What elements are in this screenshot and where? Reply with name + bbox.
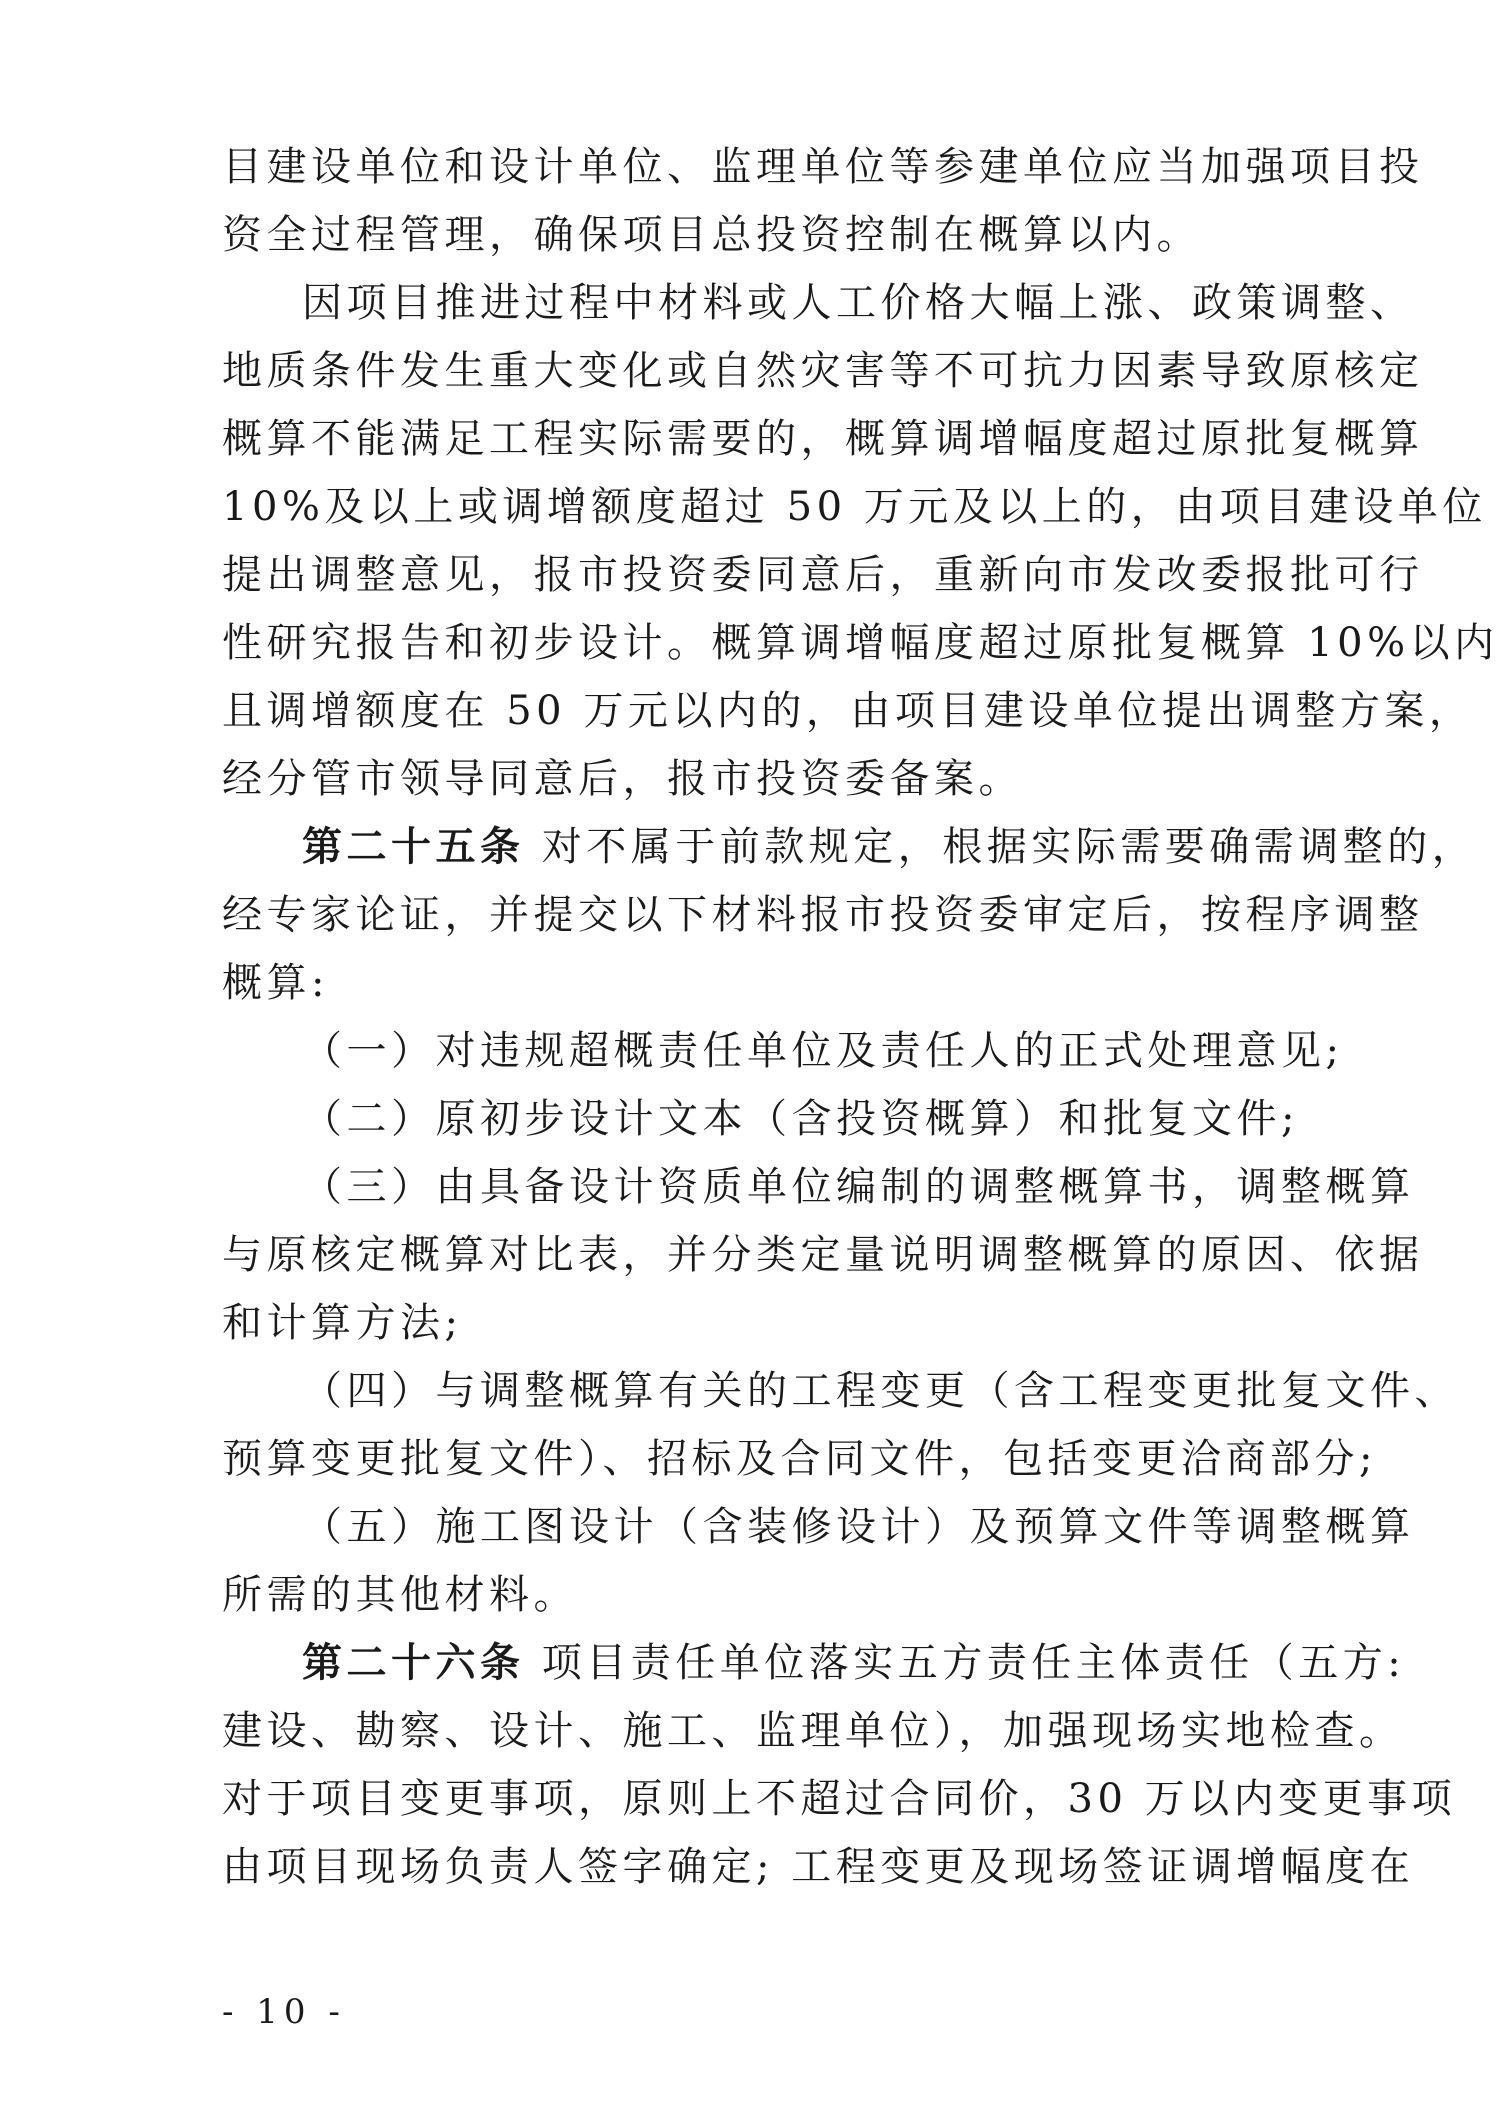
text-line: 对于项目变更事项，原则上不超过合同价，30 万以内变更事项 <box>222 1776 1457 1822</box>
text-line: 因项目推进过程中材料或人工价格大幅上涨、政策调整、 <box>302 280 1415 326</box>
list-item: （三）由具备设计资质单位编制的调整概算书，调整概算 <box>302 1164 1415 1210</box>
page-number: - 10 - <box>222 1992 346 2032</box>
list-item: （一）对违规超概责任单位及责任人的正式处理意见; <box>302 1028 1344 1074</box>
text-line: 且调增额度在 50 万元以内的，由项目建设单位提出调整方案， <box>222 688 1474 734</box>
text-line: 由项目现场负责人签字确定; 工程变更及现场签证调增幅度在 <box>222 1844 1415 1890</box>
article-heading-line: 第二十六条 项目责任单位落实五方责任主体责任（五方: <box>302 1640 1406 1686</box>
article-number: 第二十五条 <box>302 824 525 870</box>
text-line: 经专家论证，并提交以下材料报市投资委审定后，按程序调整 <box>222 892 1424 938</box>
text-line: 概算: <box>222 960 329 1006</box>
list-item: （四）与调整概算有关的工程变更（含工程变更批复文件、 <box>302 1368 1459 1414</box>
text-line: 所需的其他材料。 <box>222 1572 578 1618</box>
text-line: 地质条件发生重大变化或自然灾害等不可抗力因素导致原核定 <box>222 348 1424 394</box>
text-line: 资全过程管理，确保项目总投资控制在概算以内。 <box>222 212 1201 258</box>
article-number: 第二十六条 <box>302 1640 525 1686</box>
text-line: 和计算方法; <box>222 1300 463 1346</box>
text-line: 预算变更批复文件）、招标及合同文件，包括变更洽商部分; <box>222 1436 1377 1482</box>
text-line: 提出调整意见，报市投资委同意后，重新向市发改委报批可行 <box>222 552 1424 598</box>
text-line: 与原核定概算对比表，并分类定量说明调整概算的原因、依据 <box>222 1232 1424 1278</box>
list-item: （五）施工图设计（含装修设计）及预算文件等调整概算 <box>302 1504 1415 1550</box>
text-line: 建设、勘察、设计、施工、监理单位），加强现场实地检查。 <box>222 1708 1404 1754</box>
text-line: 10%及以上或调增额度超过 50 万元及以上的，由项目建设单位 <box>222 484 1487 530</box>
article-heading-line: 第二十五条 对不属于前款规定，根据实际需要确需调整的， <box>302 824 1477 870</box>
text-line: 目建设单位和设计单位、监理单位等参建单位应当加强项目投 <box>222 144 1424 190</box>
text-line: 概算不能满足工程实际需要的，概算调增幅度超过原批复概算 <box>222 416 1424 462</box>
list-item: （二）原初步设计文本（含投资概算）和批复文件; <box>302 1096 1299 1142</box>
text-line: 性研究报告和初步设计。概算调增幅度超过原批复概算 10%以内 <box>222 620 1499 666</box>
text-line: 经分管市领导同意后，报市投资委备案。 <box>222 756 1023 802</box>
